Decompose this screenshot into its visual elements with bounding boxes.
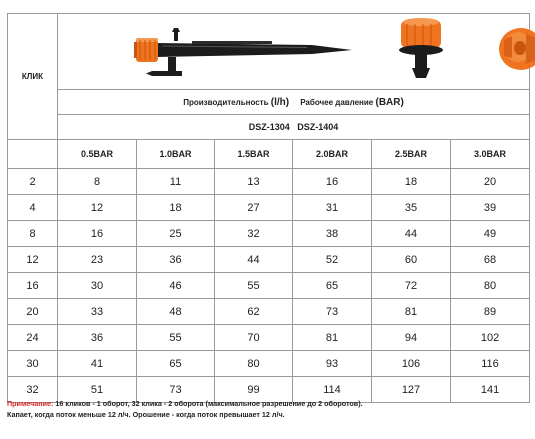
product-images <box>58 14 530 90</box>
flow-value-cell: 93 <box>293 351 372 377</box>
flow-value-cell: 35 <box>372 195 451 221</box>
klik-cell: 16 <box>8 273 58 299</box>
dripper-stake-icon <box>132 26 354 84</box>
flow-value-cell: 38 <box>293 221 372 247</box>
flow-value-cell: 55 <box>137 325 215 351</box>
flow-value-cell: 72 <box>372 273 451 299</box>
flow-value-cell: 25 <box>137 221 215 247</box>
flow-rate-table <box>7 13 530 403</box>
pressure-header: 1.5BAR <box>215 140 293 169</box>
table-row <box>8 247 530 273</box>
flow-value-cell: 81 <box>372 299 451 325</box>
flow-value-cell: 18 <box>137 195 215 221</box>
flow-value-cell: 41 <box>58 351 137 377</box>
images-row <box>8 14 530 90</box>
table-row <box>8 221 530 247</box>
flow-value-cell: 31 <box>293 195 372 221</box>
flow-value-cell: 33 <box>58 299 137 325</box>
klik-cell: 32 <box>8 377 58 403</box>
flow-value-cell: 99 <box>215 377 293 403</box>
pressure-header: 2.0BAR <box>293 140 372 169</box>
table-row <box>8 299 530 325</box>
performance-header <box>58 90 530 115</box>
flow-value-cell: 65 <box>293 273 372 299</box>
note-line-2: Капает, когда поток меньше 12 л/ч. Орошение - когда поток превышает 12 л/ч. <box>7 410 285 419</box>
table-row <box>8 169 530 195</box>
flow-value-cell: 11 <box>137 169 215 195</box>
flow-value-cell: 16 <box>58 221 137 247</box>
flow-value-cell: 106 <box>372 351 451 377</box>
klik-cell: 4 <box>8 195 58 221</box>
flow-value-cell: 73 <box>137 377 215 403</box>
pressure-header-row <box>8 140 530 169</box>
flow-value-cell: 102 <box>451 325 530 351</box>
flow-value-cell: 13 <box>215 169 293 195</box>
dripper-cap-icon <box>496 26 535 72</box>
table-row <box>8 195 530 221</box>
flow-value-cell: 20 <box>451 169 530 195</box>
performance-label: Производительность <box>183 97 269 107</box>
flow-value-cell: 52 <box>293 247 372 273</box>
table-row <box>8 351 530 377</box>
flow-value-cell: 80 <box>215 351 293 377</box>
flow-value-cell: 44 <box>215 247 293 273</box>
pressure-header: 2.5BAR <box>372 140 451 169</box>
flow-value-cell: 70 <box>215 325 293 351</box>
pressure-header: 3.0BAR <box>451 140 530 169</box>
klik-cell: 12 <box>8 247 58 273</box>
flow-value-cell: 44 <box>372 221 451 247</box>
flow-value-cell: 51 <box>58 377 137 403</box>
flow-value-cell: 94 <box>372 325 451 351</box>
flow-value-cell: 81 <box>293 325 372 351</box>
klik-cell: 24 <box>8 325 58 351</box>
flow-value-cell: 36 <box>58 325 137 351</box>
flow-value-cell: 49 <box>451 221 530 247</box>
pressure-unit: (BAR) <box>375 96 404 108</box>
flow-value-cell: 89 <box>451 299 530 325</box>
flow-value-cell: 18 <box>372 169 451 195</box>
klik-cell: 2 <box>8 169 58 195</box>
flow-value-cell: 46 <box>137 273 215 299</box>
flow-value-cell: 32 <box>215 221 293 247</box>
dripper-head-icon <box>395 16 447 82</box>
flow-value-cell: 23 <box>58 247 137 273</box>
klik-cell: 20 <box>8 299 58 325</box>
spec-sheet <box>7 13 529 403</box>
performance-unit: (l/h) <box>270 96 290 108</box>
note-line-1: 16 кликов - 1 оборот, 32 клика - 2 оборота (максимальное разрешение до 2 оборотов). <box>53 399 363 408</box>
table-row <box>8 273 530 299</box>
model-header: DSZ-1304 DSZ-1404 <box>58 115 530 140</box>
flow-value-cell: 114 <box>293 377 372 403</box>
flow-value-cell: 39 <box>451 195 530 221</box>
flow-value-cell: 55 <box>215 273 293 299</box>
flow-value-cell: 36 <box>137 247 215 273</box>
note-label: Примечание: <box>7 399 54 408</box>
klik-cell: 30 <box>8 351 58 377</box>
flow-value-cell: 65 <box>137 351 215 377</box>
pressure-header: 1.0BAR <box>137 140 215 169</box>
pressure-label: Рабочее давление <box>300 97 374 107</box>
footnote <box>7 398 529 420</box>
flow-value-cell: 16 <box>293 169 372 195</box>
flow-value-cell: 8 <box>58 169 137 195</box>
flow-value-cell: 48 <box>137 299 215 325</box>
klik-header: КЛИК <box>8 14 58 140</box>
pressure-header: 0.5BAR <box>58 140 137 169</box>
klik-cell: 8 <box>8 221 58 247</box>
klik-blank-cell <box>8 140 58 169</box>
flow-value-cell: 27 <box>215 195 293 221</box>
flow-value-cell: 80 <box>451 273 530 299</box>
flow-value-cell: 116 <box>451 351 530 377</box>
flow-value-cell: 73 <box>293 299 372 325</box>
flow-value-cell: 60 <box>372 247 451 273</box>
table-row <box>8 325 530 351</box>
flow-value-cell: 12 <box>58 195 137 221</box>
flow-value-cell: 68 <box>451 247 530 273</box>
flow-value-cell: 141 <box>451 377 530 403</box>
flow-value-cell: 127 <box>372 377 451 403</box>
flow-value-cell: 30 <box>58 273 137 299</box>
flow-value-cell: 62 <box>215 299 293 325</box>
